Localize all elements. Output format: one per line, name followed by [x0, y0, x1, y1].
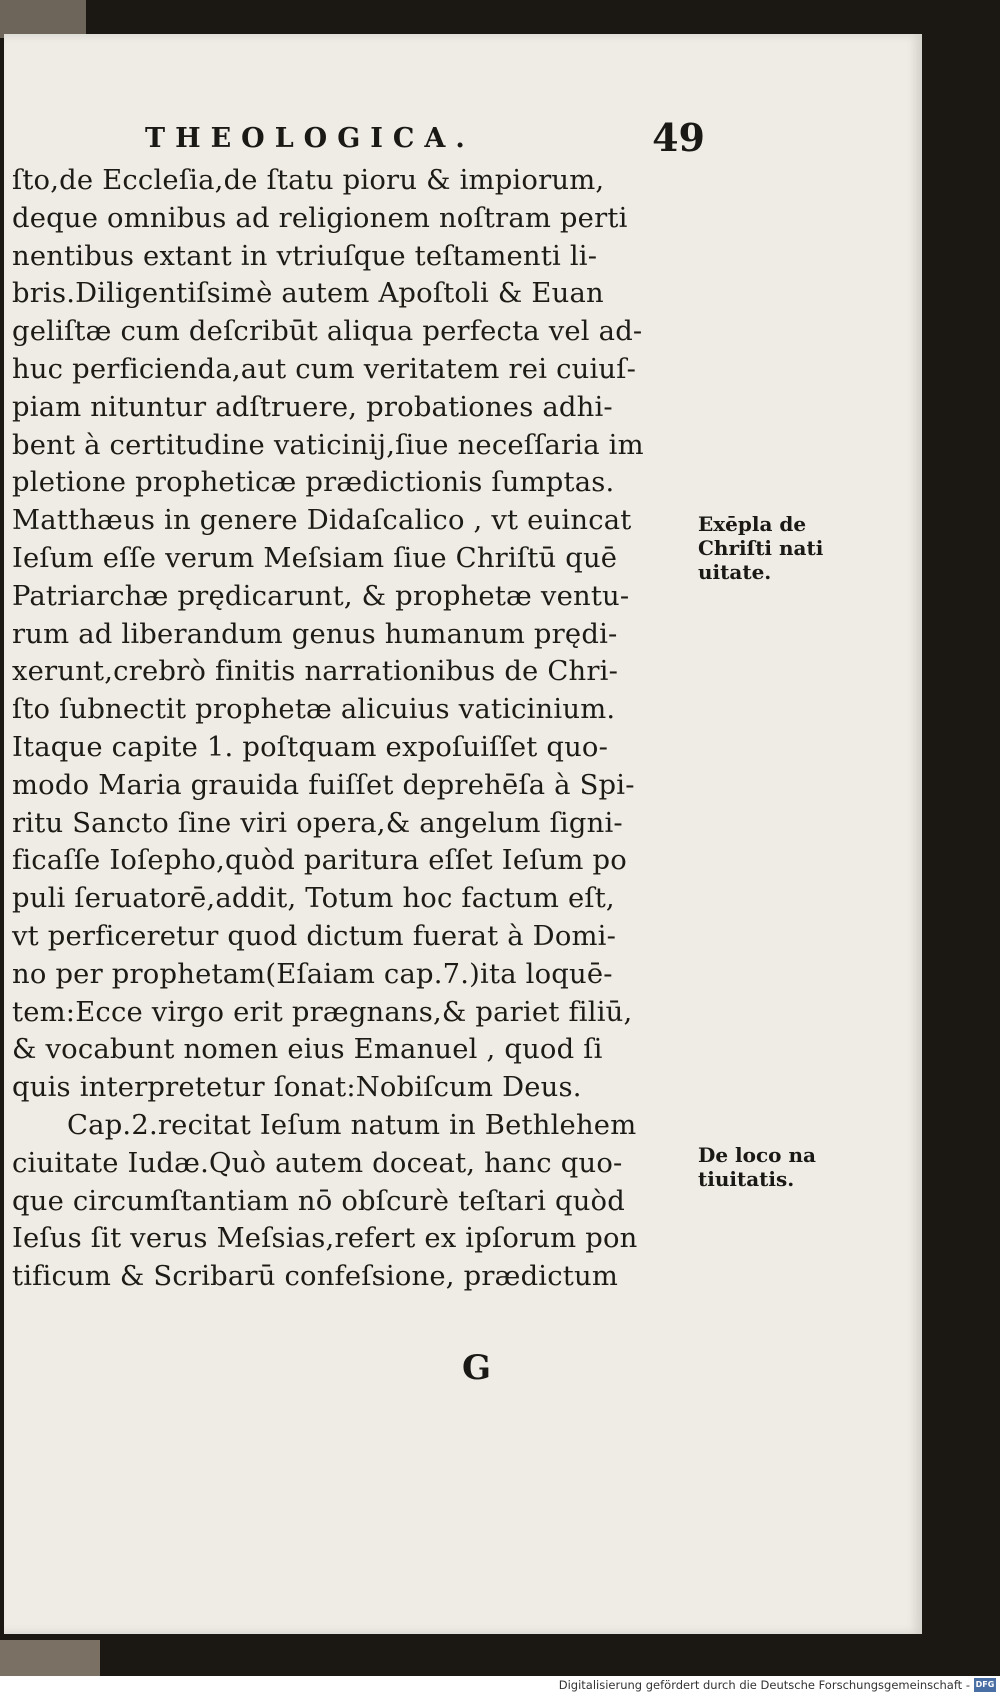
text-line: ſto ſubnectit prophetæ alicuius vaticinium. [12, 694, 616, 726]
text-line: ficaſſe Ioſepho,quòd paritura eſſet Ieſum po [12, 845, 627, 877]
neighbor-page-edge-top [0, 0, 86, 38]
signature-mark: G [462, 1348, 492, 1388]
marginal-line: Chriſti nati [698, 536, 824, 560]
text-line: bent à certitudine vaticinij,ſiue neceſſaria im [12, 429, 644, 461]
marginal-note-place-of-birth [698, 1143, 838, 1191]
neighbor-page-edge-bottom [0, 1640, 100, 1676]
page-header [145, 115, 705, 165]
marginal-line: uitate. [698, 560, 772, 584]
footer-bar [0, 1676, 1000, 1697]
text-line: & vocabunt nomen eius Emanuel , quod ſi [12, 1034, 603, 1066]
page-number: 49 [652, 115, 705, 160]
text-line: xerunt,crebrò finitis narrationibus de Chri- [12, 656, 619, 688]
footer-credit: Digitalisierung gefördert durch die Deutsche Forschungsgemeinschaft - [558, 1678, 970, 1692]
text-line: huc perficienda,aut cum veritatem rei cuiuſ- [12, 353, 637, 385]
text-line: Ieſum eſſe verum Meſsiam ſiue Chriſtū quē [12, 542, 618, 574]
text-line: tem:Ecce virgo erit prægnans,& pariet filiū, [12, 996, 633, 1028]
text-line: nentibus extant in vtriuſque teſtamenti li- [12, 240, 598, 272]
text-line: que circumſtantiam nō obſcurè teſtari quòd [12, 1185, 625, 1217]
marginal-note-nativity-examples [698, 512, 838, 584]
text-line: deque omnibus ad religionem noſtram perti [12, 202, 628, 234]
text-line: tificum & Scribarū confeſsione, prædictum [12, 1261, 619, 1293]
text-line: geliſtæ cum deſcribūt aliqua perfecta vel ad- [12, 316, 643, 348]
text-line: Cap.2.recitat Ieſum natum in Bethlehem [67, 1109, 637, 1141]
text-line: modo Maria grauida fuiſſet deprehēſa à Spi- [12, 769, 635, 801]
running-head: THEOLOGICA. [145, 123, 475, 154]
dfg-logo: DFG [974, 1678, 996, 1692]
text-line: Ieſus ſit verus Meſsias,refert ex ipſorum pon [12, 1223, 638, 1255]
text-line: ciuitate Iudæ.Quò autem doceat, hanc quo- [12, 1147, 623, 1179]
text-line: ritu Sancto ſine viri opera,& angelum ſigni- [12, 807, 623, 839]
text-line: puli ſeruatorē,addit, Totum hoc factum eſt, [12, 883, 615, 915]
text-line: quis interpretetur ſonat:Nobiſcum Deus. [12, 1072, 582, 1104]
text-line: pletione propheticæ prædictionis ſumptas. [12, 467, 615, 499]
text-line: Patriarchæ prędicarunt, & prophetæ ventu- [12, 580, 630, 612]
text-line: bris.Diligentiſsimè autem Apoſtoli & Euan [12, 278, 604, 310]
main-text-block [12, 162, 692, 1296]
text-line: ſto,de Eccleſia,de ſtatu pioru & impiorum, [12, 165, 605, 196]
text-line: no per prophetam(Eſaiam cap.7.)ita loquē- [12, 958, 613, 990]
text-line: Matthæus in genere Didaſcalico , vt euincat [12, 505, 632, 537]
marginal-line: tiuitatis. [698, 1167, 795, 1191]
text-line: rum ad liberandum genus humanum prędi- [12, 618, 618, 650]
text-line: piam nituntur adſtruere, probationes adhi- [12, 391, 613, 423]
marginal-line: De loco na [698, 1143, 816, 1167]
text-line: Itaque capite 1. poſtquam expoſuiſſet quo- [12, 731, 609, 763]
marginal-line: Exēpla de [698, 512, 807, 536]
text-line: vt perficeretur quod dictum fuerat à Domi- [12, 920, 617, 952]
